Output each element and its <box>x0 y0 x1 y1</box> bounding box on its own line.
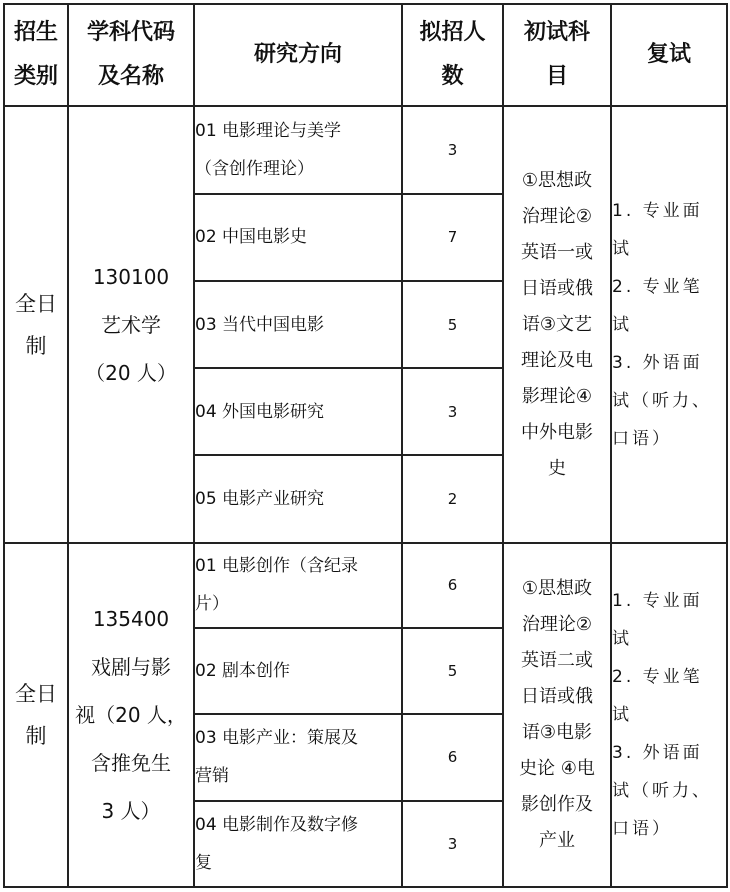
direction-cell: 03 当代中国电影 <box>194 281 402 368</box>
admission-table <box>3 3 728 888</box>
direction-cell: 04 外国电影研究 <box>194 368 402 455</box>
header-direction: 研究方向 <box>194 4 402 106</box>
table-row <box>4 106 727 193</box>
quota-cell: 6 <box>402 543 503 628</box>
subject-code-cell: 130100 艺术学 （20 人） <box>68 106 194 542</box>
header-category: 招生 类别 <box>4 4 68 106</box>
header-quota: 拟招人 数 <box>402 4 503 106</box>
quota-cell: 3 <box>402 106 503 193</box>
direction-cell: 05 电影产业研究 <box>194 455 402 542</box>
direction-cell: 02 中国电影史 <box>194 194 402 281</box>
quota-cell: 6 <box>402 714 503 800</box>
subject-code-cell: 135400 戏剧与影 视（20 人， 含推免生 3 人） <box>68 543 194 887</box>
quota-cell: 7 <box>402 194 503 281</box>
header-retest: 复试 <box>611 4 727 106</box>
first-exam-cell: ①思想政 治理论② 英语一或 日语或俄 语③文艺 理论及电 影理论④ 中外电影 史 <box>503 106 611 542</box>
quota-cell: 5 <box>402 281 503 368</box>
direction-cell: 02 剧本创作 <box>194 628 402 714</box>
quota-cell: 3 <box>402 801 503 887</box>
direction-cell: 01 电影创作（含纪录 片） <box>194 543 402 628</box>
category-cell: 全日 制 <box>4 543 68 887</box>
table-row <box>4 543 727 628</box>
direction-cell: 01 电影理论与美学 （含创作理论） <box>194 106 402 193</box>
retest-cell: 1. 专业面 试 2. 专业笔 试 3. 外语面 试（听力、 口语） <box>611 106 727 542</box>
category-cell: 全日 制 <box>4 106 68 542</box>
first-exam-cell: ①思想政 治理论② 英语二或 日语或俄 语③电影 史论 ④电 影创作及 产业 <box>503 543 611 887</box>
header-code: 学科代码 及名称 <box>68 4 194 106</box>
quota-cell: 3 <box>402 368 503 455</box>
header-first-exam: 初试科 目 <box>503 4 611 106</box>
direction-cell: 04 电影制作及数字修 复 <box>194 801 402 887</box>
quota-cell: 2 <box>402 455 503 542</box>
direction-cell: 03 电影产业：策展及 营销 <box>194 714 402 800</box>
retest-cell: 1. 专业面 试 2. 专业笔 试 3. 外语面 试（听力、 口语） <box>611 543 727 887</box>
header-row <box>4 4 727 106</box>
quota-cell: 5 <box>402 628 503 714</box>
